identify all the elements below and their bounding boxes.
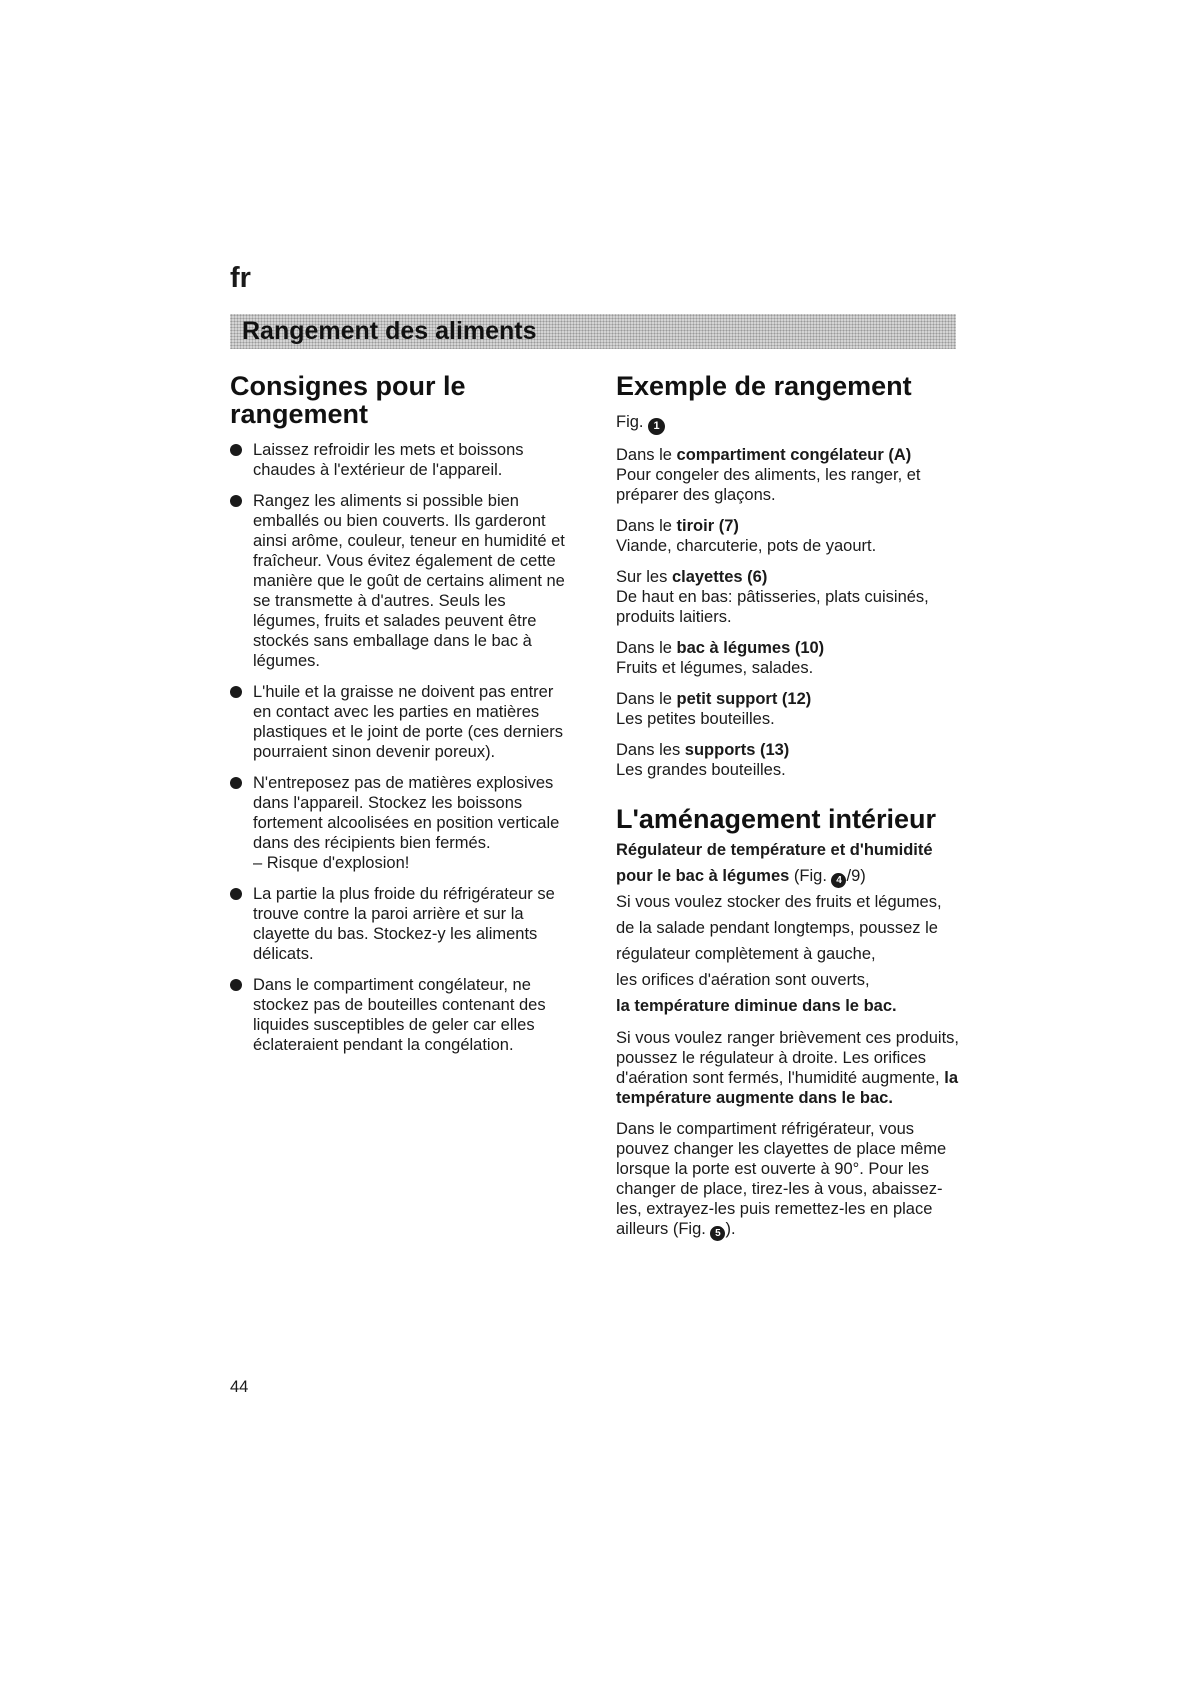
paragraph-emphasis: la température augmente dans le bac. — [616, 1069, 958, 1107]
shelves-paragraph — [616, 1119, 961, 1241]
entry-prefix: Dans le — [616, 639, 677, 657]
interior-heading: L'aménagement intérieur — [616, 804, 937, 834]
list-item — [230, 682, 575, 762]
subheading-line: Régulateur de température et d'humidité — [616, 841, 933, 859]
entry-text: Fruits et légumes, salades. — [616, 659, 814, 677]
left-heading: Consignes pour le rangement — [230, 371, 466, 429]
entry-prefix: Sur les — [616, 568, 672, 586]
right-column — [616, 372, 961, 1252]
entry-location: compartiment congélateur (A) — [676, 446, 912, 464]
entry-location: tiroir (7) — [676, 517, 739, 535]
storage-entry — [616, 445, 961, 505]
list-item-text: Laissez refroidir les mets et boissons chaudes à l'extérieur de l'appareil. — [253, 441, 524, 479]
bullet-icon — [230, 686, 242, 698]
paragraph-line: les orifices d'aération sont ouverts, — [616, 971, 870, 989]
list-item-text: N'entreposez pas de matières explosives dans l'appareil. Stockez les boissons fortement alcoolisées en position verticale dans des récipients bien fermés. — [253, 774, 560, 852]
storage-entry — [616, 638, 961, 678]
paragraph-end: ). — [725, 1220, 736, 1238]
figure-ref-suffix: /9) — [846, 867, 866, 885]
subheading-line: pour le bac à légumes — [616, 867, 790, 885]
list-item-text: La partie la plus froide du réfrigérateur se trouve contre la paroi arrière et sur la clayette du bas. Stockez-y les aliments délicats. — [253, 885, 555, 963]
right-heading: Exemple de rangement — [616, 371, 912, 401]
paragraph-text: Dans le compartiment réfrigérateur, vous pouvez changer les clayettes de place même lorsque la porte est ouverte à 90°. Pour les changer de place, tirez-les à vous, abaissez-les, extrayez-les puis remettez-les en place ailleurs (Fig. — [616, 1120, 947, 1238]
entry-location: supports (13) — [684, 741, 790, 759]
bullet-icon — [230, 777, 242, 789]
figure-reference — [616, 412, 961, 435]
regulator-paragraph — [616, 889, 961, 1019]
list-item — [230, 975, 575, 1055]
banner-title: Rangement des aliments — [242, 317, 537, 345]
regulator-subheading — [616, 837, 961, 889]
paragraph-line: régulateur complètement à gauche, — [616, 945, 876, 963]
figure-number-icon: 1 — [648, 418, 665, 435]
paragraph-emphasis: la température diminue dans le bac. — [616, 997, 897, 1015]
list-item-text: Rangez les aliments si possible bien emballés ou bien couverts. Ils garderont ainsi arôme, couleur, teneur en humidité et fraîcheur. Vous évitez également de cette manière que le goût de certains aliment ne se transmette à d'autres. Seuls les légumes, fruits et salades peuvent être stockés sans emballage dans le bac à légumes. — [253, 492, 565, 670]
storage-entry — [616, 516, 961, 556]
list-item — [230, 773, 575, 873]
short-storage-paragraph — [616, 1028, 961, 1108]
list-item-text: L'huile et la graisse ne doivent pas entrer en contact avec les parties en matières plastiques et le joint de porte (ces derniers pourraient sinon devenir poreux). — [253, 683, 564, 761]
entry-location: petit support (12) — [676, 690, 812, 708]
entry-text: Les grandes bouteilles. — [616, 761, 786, 779]
figure-number-icon: 5 — [710, 1226, 725, 1241]
list-item — [230, 884, 575, 964]
storage-entry — [616, 567, 961, 627]
figure-label: Fig. — [616, 413, 644, 431]
bullet-icon — [230, 979, 242, 991]
entry-prefix: Dans le — [616, 690, 677, 708]
entry-prefix: Dans les — [616, 741, 685, 759]
guidelines-list — [230, 440, 575, 1055]
bullet-icon — [230, 495, 242, 507]
paragraph-text: Si vous voulez ranger brièvement ces produits, poussez le régulateur à droite. Les orifices d'aération sont fermés, l'humidité augmente, — [616, 1029, 960, 1087]
paragraph-line: de la salade pendant longtemps, poussez le — [616, 919, 938, 937]
storage-entry — [616, 740, 961, 780]
interior-section — [616, 805, 961, 1241]
list-item — [230, 491, 575, 671]
left-column — [230, 372, 575, 1066]
entry-text: Viande, charcuterie, pots de yaourt. — [616, 537, 877, 555]
section-banner — [230, 314, 956, 349]
entry-text: Les petites bouteilles. — [616, 710, 775, 728]
list-item-text: Dans le compartiment congélateur, ne stockez pas de bouteilles contenant des liquides susceptibles de geler car elles éclateraient pendant la congélation. — [253, 976, 546, 1054]
paragraph-line: Si vous voulez stocker des fruits et légumes, — [616, 893, 942, 911]
entry-prefix: Dans le — [616, 517, 677, 535]
entry-location: clayettes (6) — [671, 568, 768, 586]
bullet-icon — [230, 888, 242, 900]
list-item — [230, 440, 575, 480]
entry-location: bac à légumes (10) — [676, 639, 825, 657]
entry-text: Pour congeler des aliments, les ranger, et préparer des glaçons. — [616, 466, 921, 504]
bullet-icon — [230, 444, 242, 456]
entry-text: De haut en bas: pâtisseries, plats cuisinés, produits laitiers. — [616, 588, 929, 626]
figure-ref-prefix: (Fig. — [789, 867, 832, 885]
storage-entry — [616, 689, 961, 729]
language-code: fr — [230, 262, 251, 294]
figure-number-icon: 4 — [831, 873, 846, 888]
page-number: 44 — [230, 1378, 249, 1396]
entry-prefix: Dans le — [616, 446, 677, 464]
explosion-warning: – Risque d'explosion! — [253, 854, 410, 872]
